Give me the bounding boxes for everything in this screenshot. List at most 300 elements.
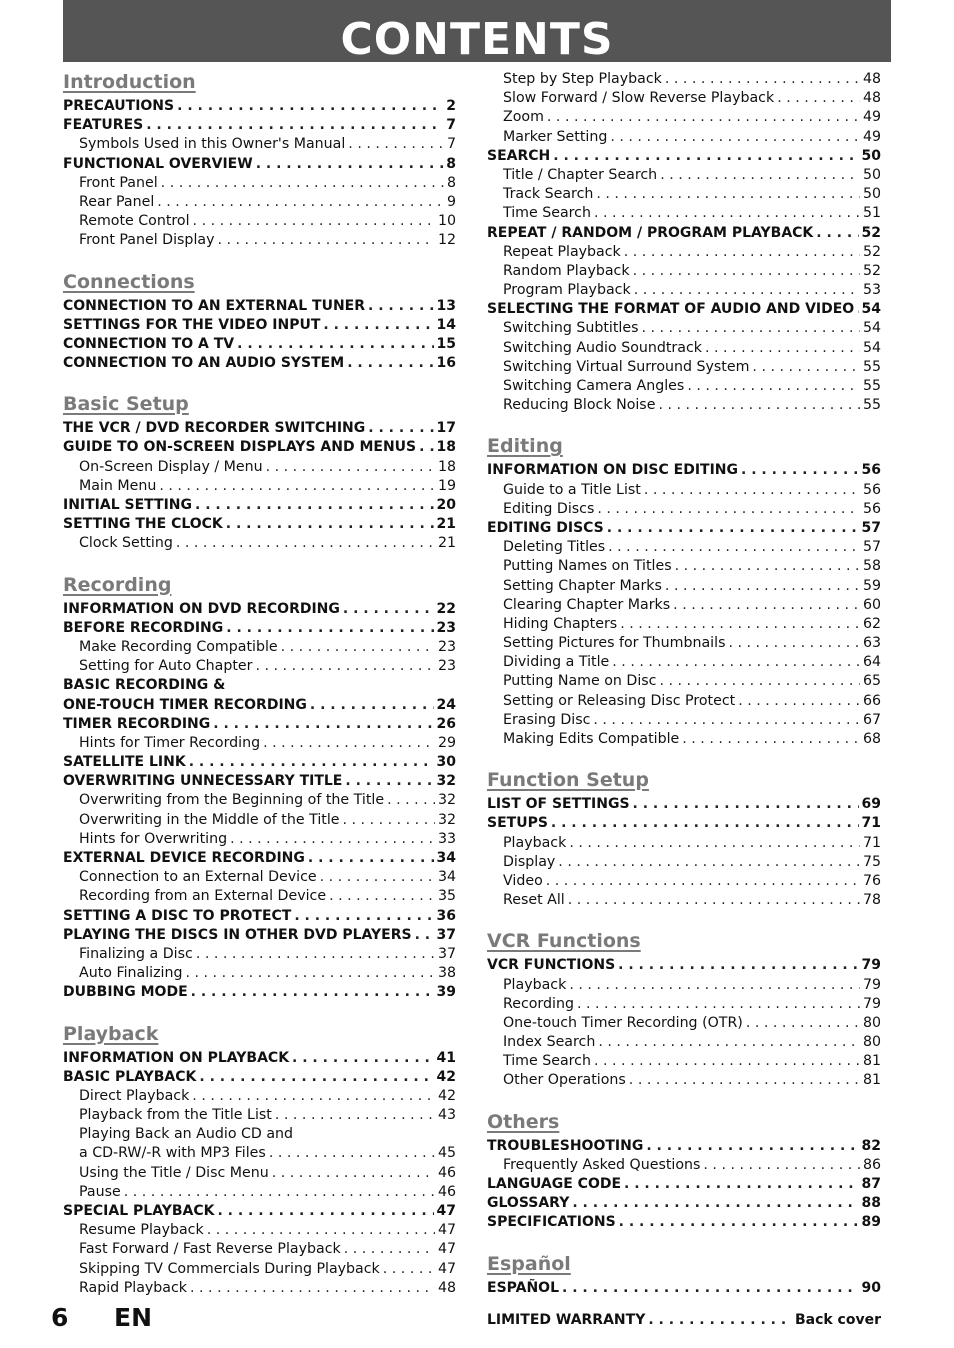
entry-label: Fast Forward / Fast Reverse Playback xyxy=(79,1241,341,1258)
dot-leader xyxy=(624,1175,858,1194)
entry-label: FUNCTIONAL OVERVIEW xyxy=(63,155,253,172)
section-gap xyxy=(63,373,456,392)
toc-entry xyxy=(63,887,456,906)
dot-leader xyxy=(624,243,860,262)
entry-label: SPECIFICATIONS xyxy=(487,1214,616,1231)
entry-label: Playback xyxy=(503,976,567,993)
entry-label: OVERWRITING UNNECESSARY TITLE xyxy=(63,773,343,790)
toc-entry xyxy=(487,1071,881,1090)
dot-leader xyxy=(633,795,859,814)
entry-page: 54 xyxy=(862,339,881,356)
entry-label: Other Operations xyxy=(503,1072,626,1089)
entry-page: 48 xyxy=(437,1279,456,1296)
entry-label: TROUBLESHOOTING xyxy=(487,1137,644,1154)
toc-entry xyxy=(63,1087,456,1106)
dot-leader xyxy=(620,615,860,634)
entry-label: Reducing Block Noise xyxy=(503,397,656,414)
entry-page: 21 xyxy=(436,516,456,533)
toc-entry xyxy=(487,147,881,166)
entry-label: Title / Chapter Search xyxy=(503,166,658,183)
dot-leader xyxy=(383,1260,435,1279)
dot-leader xyxy=(597,500,860,519)
entry-page: 58 xyxy=(862,558,881,575)
toc-entry xyxy=(487,538,881,557)
toc-entry xyxy=(63,496,456,515)
entry-label: a CD-RW/-R with MP3 Files xyxy=(79,1145,266,1162)
dot-leader xyxy=(618,956,858,975)
entry-page: 18 xyxy=(436,439,456,456)
entry-label: INFORMATION ON DISC EDITING xyxy=(487,462,739,479)
entry-label: Front Panel Display xyxy=(79,232,215,249)
dot-leader xyxy=(738,692,860,711)
section-gap xyxy=(487,1233,881,1252)
entry-page: 48 xyxy=(862,90,881,107)
toc-entry xyxy=(487,814,881,833)
dot-leader xyxy=(660,166,860,185)
section-gap xyxy=(63,554,456,573)
toc-entry xyxy=(487,1014,881,1033)
toc-entry xyxy=(487,834,881,853)
section-heading: Recording xyxy=(63,573,172,596)
toc-entry xyxy=(487,224,881,243)
entry-label: SELECTING THE FORMAT OF AUDIO AND VIDEO xyxy=(487,301,855,318)
entry-label: Finalizing a Disc xyxy=(79,945,193,962)
entry-label: Direct Playback xyxy=(79,1087,190,1104)
entry-page: 68 xyxy=(862,731,881,747)
dot-leader xyxy=(648,1311,792,1330)
dot-leader xyxy=(558,853,860,872)
dot-leader xyxy=(185,964,434,983)
dot-leader xyxy=(619,1213,859,1232)
dot-leader xyxy=(547,108,860,127)
dot-leader xyxy=(634,281,860,300)
toc-entry xyxy=(487,872,881,891)
toc-entry xyxy=(63,1183,456,1202)
entry-page: 41 xyxy=(436,1049,456,1066)
entry-page: 10 xyxy=(437,213,456,230)
dot-leader xyxy=(368,297,433,316)
toc-entry xyxy=(63,619,456,638)
section-heading: Playback xyxy=(63,1022,159,1045)
toc-entry xyxy=(63,734,456,753)
entry-page: 52 xyxy=(862,243,881,260)
dot-leader xyxy=(308,849,434,868)
entry-page: 30 xyxy=(436,754,456,771)
entry-page: 29 xyxy=(437,734,456,751)
entry-label: Video xyxy=(503,872,543,889)
entry-label: Time Search xyxy=(503,205,591,222)
toc-entry xyxy=(63,1202,456,1221)
toc-entry xyxy=(63,830,456,849)
entry-label: Resume Playback xyxy=(79,1222,204,1239)
toc-entry xyxy=(63,696,456,715)
toc-entry xyxy=(487,1033,881,1052)
entry-page: 65 xyxy=(862,673,881,690)
toc-entry xyxy=(63,1221,456,1240)
entry-label: Auto Finalizing xyxy=(79,965,183,982)
entry-label: ESPAÑOL xyxy=(487,1279,559,1296)
toc-column-left xyxy=(63,70,456,1298)
toc-entry xyxy=(63,964,456,983)
dot-leader xyxy=(633,262,860,281)
toc-entry xyxy=(487,1156,881,1175)
dot-leader xyxy=(577,995,860,1014)
dot-leader xyxy=(176,534,435,553)
toc-entry xyxy=(63,715,456,734)
toc-entry xyxy=(487,653,881,672)
dot-leader xyxy=(192,1087,435,1106)
entry-page: 80 xyxy=(862,1014,881,1031)
entry-page: 79 xyxy=(862,976,881,993)
entry-label: DUBBING MODE xyxy=(63,984,188,1001)
warranty-label: LIMITED WARRANTY xyxy=(487,1312,646,1328)
entry-page: 79 xyxy=(861,957,881,974)
toc-entry xyxy=(63,135,456,154)
dot-leader xyxy=(199,1068,433,1087)
entry-page: 33 xyxy=(437,830,456,847)
entry-page: 39 xyxy=(436,984,456,1001)
toc-entry xyxy=(487,262,881,281)
toc-entry xyxy=(487,204,881,223)
dot-leader xyxy=(348,135,444,154)
entry-page: 49 xyxy=(862,128,881,145)
entry-label: Switching Subtitles xyxy=(503,320,639,337)
toc-entry xyxy=(63,174,456,193)
dot-leader xyxy=(237,335,433,354)
warranty-page: Back cover xyxy=(794,1312,881,1328)
entry-label: Clock Setting xyxy=(79,535,173,552)
toc-entry xyxy=(63,231,456,250)
dot-leader xyxy=(207,1221,435,1240)
entry-label: Time Search xyxy=(503,1053,591,1070)
dot-leader xyxy=(682,730,860,749)
section-heading: VCR Functions xyxy=(487,930,641,953)
entry-page: 2 xyxy=(446,98,456,114)
toc-entry xyxy=(63,772,456,791)
entry-page: 7 xyxy=(446,117,456,134)
dot-leader xyxy=(345,772,433,791)
entry-page: 50 xyxy=(861,147,881,164)
dot-leader xyxy=(323,316,433,335)
toc-entry xyxy=(63,116,456,135)
entry-page: 48 xyxy=(862,71,881,87)
dot-leader xyxy=(217,231,434,250)
dot-leader xyxy=(658,396,860,415)
dot-leader xyxy=(608,538,860,557)
entry-label: SPECIAL PLAYBACK xyxy=(63,1203,215,1219)
entry-label: Front Panel xyxy=(79,174,158,191)
dot-leader xyxy=(161,174,444,193)
entry-label: LIST OF SETTINGS xyxy=(487,796,630,813)
entry-page: 42 xyxy=(437,1087,456,1104)
toc-entry xyxy=(63,193,456,212)
entry-label: Hints for Overwriting xyxy=(79,830,228,847)
language-code: EN xyxy=(114,1303,153,1332)
toc-entry xyxy=(487,461,881,480)
entry-page: 52 xyxy=(862,262,881,279)
section-heading: Editing xyxy=(487,435,563,458)
entry-label: Playback from the Title List xyxy=(79,1107,272,1124)
toc-entry xyxy=(63,849,456,868)
toc-entry xyxy=(487,976,881,995)
dot-leader xyxy=(275,1106,435,1125)
entry-label: INFORMATION ON PLAYBACK xyxy=(63,1049,290,1066)
entry-label: Switching Virtual Surround System xyxy=(503,358,750,375)
toc-entry xyxy=(487,1175,881,1194)
entry-label: INITIAL SETTING xyxy=(63,497,193,513)
entry-label: BASIC PLAYBACK xyxy=(63,1068,197,1085)
toc-entry xyxy=(63,477,456,496)
toc-entry xyxy=(63,1125,456,1144)
dot-leader xyxy=(343,811,435,830)
dot-leader xyxy=(159,477,435,496)
toc-entry xyxy=(63,1164,456,1183)
dot-leader xyxy=(196,945,435,964)
dot-leader xyxy=(347,354,433,373)
dot-leader xyxy=(191,983,434,1002)
entry-label: THE VCR / DVD RECORDER SWITCHING xyxy=(63,420,366,437)
entry-page: 42 xyxy=(436,1068,456,1085)
toc-entry xyxy=(63,811,456,830)
toc-entry xyxy=(487,185,881,204)
toc-entry xyxy=(487,108,881,127)
entry-label: Deleting Titles xyxy=(503,539,606,556)
dot-leader xyxy=(256,155,444,174)
entry-label: PRECAUTIONS xyxy=(63,98,175,114)
entry-label: SETTING THE CLOCK xyxy=(63,516,223,533)
entry-label: Reset All xyxy=(503,892,565,909)
entry-label: SEARCH xyxy=(487,147,551,164)
toc-entry xyxy=(63,791,456,810)
entry-label: Setting for Auto Chapter xyxy=(79,658,253,675)
toc-entry xyxy=(63,1106,456,1125)
dot-leader xyxy=(673,596,860,615)
entry-label: Switching Audio Soundtrack xyxy=(503,339,702,356)
dot-leader xyxy=(190,1279,435,1298)
entry-page: 43 xyxy=(437,1107,456,1124)
entry-page: 32 xyxy=(436,773,456,790)
toc-entry xyxy=(487,672,881,691)
dot-leader xyxy=(368,419,433,438)
dot-leader xyxy=(746,1014,860,1033)
entry-label: Zoom xyxy=(503,109,544,126)
entry-label: Rapid Playback xyxy=(79,1279,188,1296)
entry-label: Erasing Disc xyxy=(503,711,591,728)
entry-page: 23 xyxy=(436,619,456,636)
toc-entry xyxy=(487,853,881,872)
entry-label: Remote Control xyxy=(79,213,190,230)
entry-page: 12 xyxy=(437,232,456,249)
entry-page: 46 xyxy=(437,1183,456,1200)
entry-page: 56 xyxy=(861,462,881,479)
toc-entry xyxy=(487,89,881,108)
entry-page: 47 xyxy=(436,1203,456,1219)
entry-page: 59 xyxy=(862,577,881,594)
entry-label: EXTERNAL DEVICE RECORDING xyxy=(63,850,305,866)
entry-page: 23 xyxy=(437,658,456,675)
toc-entry xyxy=(487,577,881,596)
entry-page: 36 xyxy=(436,907,456,924)
toc-entry xyxy=(63,1144,456,1163)
toc-entry xyxy=(63,676,456,695)
entry-page: 21 xyxy=(437,535,456,552)
entry-page: 32 xyxy=(437,792,456,809)
entry-label: Skipping TV Commercials During Playback xyxy=(79,1260,380,1277)
entry-page: 47 xyxy=(437,1260,456,1277)
toc-entry xyxy=(487,281,881,300)
dot-leader xyxy=(612,653,860,672)
toc-entry xyxy=(487,615,881,634)
entry-page: 22 xyxy=(436,600,456,617)
toc-entry xyxy=(487,300,881,319)
section-gap xyxy=(487,415,881,434)
entry-label: SETUPS xyxy=(487,815,548,832)
dot-leader xyxy=(594,1052,860,1071)
toc-entry xyxy=(63,515,456,534)
entry-label: Display xyxy=(503,853,556,870)
entry-label: Slow Forward / Slow Reverse Playback xyxy=(503,90,775,107)
toc-entry xyxy=(487,1194,881,1213)
toc-entry xyxy=(487,1213,881,1232)
entry-page: 71 xyxy=(862,834,881,851)
entry-label: Setting Pictures for Thumbnails xyxy=(503,635,726,652)
entry-label: Main Menu xyxy=(79,477,157,494)
dot-leader xyxy=(415,926,434,945)
entry-page: 57 xyxy=(862,539,881,556)
entry-label: CONNECTION TO AN EXTERNAL TUNER xyxy=(63,297,366,314)
section-gap xyxy=(487,910,881,929)
entry-page: 38 xyxy=(437,965,456,982)
entry-page: 17 xyxy=(436,420,456,437)
toc-column-right xyxy=(487,70,881,1298)
dot-leader xyxy=(213,715,433,734)
entry-page: 63 xyxy=(862,635,881,652)
entry-label: Make Recording Compatible xyxy=(79,638,278,655)
entry-page: 34 xyxy=(436,850,456,866)
entry-page: 37 xyxy=(436,926,456,943)
section-heading: Function Setup xyxy=(487,769,649,792)
dot-leader xyxy=(568,891,860,910)
entry-page: 79 xyxy=(862,995,881,1012)
dot-leader xyxy=(665,577,860,596)
entry-label: On-Screen Display / Menu xyxy=(79,458,263,475)
entry-label: INFORMATION ON DVD RECORDING xyxy=(63,600,340,617)
entry-page: 13 xyxy=(436,297,456,314)
entry-label: SETTINGS FOR THE VIDEO INPUT xyxy=(63,316,321,333)
entry-label: Recording from an External Device xyxy=(79,888,327,905)
toc-entry xyxy=(487,166,881,185)
toc-entry xyxy=(63,1049,456,1068)
entry-page: 56 xyxy=(862,481,881,498)
section-gap xyxy=(487,749,881,768)
entry-label: Repeat Playback xyxy=(503,243,621,260)
toc-entry xyxy=(63,926,456,945)
entry-label: Overwriting in the Middle of the Title xyxy=(79,811,340,828)
entry-page: 57 xyxy=(861,519,881,536)
dot-leader xyxy=(596,185,860,204)
entry-page: 87 xyxy=(861,1176,881,1192)
entry-page: 7 xyxy=(446,136,456,153)
entry-page: 54 xyxy=(861,301,881,318)
entry-label: Playing Back an Audio CD and xyxy=(79,1126,294,1143)
entry-page: 47 xyxy=(437,1222,456,1239)
entry-page: 18 xyxy=(437,458,456,475)
dot-leader xyxy=(157,193,444,212)
toc-entry xyxy=(63,534,456,553)
section-heading: Connections xyxy=(63,270,195,293)
toc-entry xyxy=(63,753,456,772)
entry-label: BEFORE RECORDING xyxy=(63,619,224,636)
entry-page: 8 xyxy=(446,174,456,191)
toc-entry xyxy=(487,339,881,358)
dot-leader xyxy=(642,319,860,338)
dot-leader xyxy=(687,377,860,396)
dot-leader xyxy=(320,868,435,887)
entry-label: Playback xyxy=(503,834,567,851)
toc-entry xyxy=(63,438,456,457)
toc-entry xyxy=(487,500,881,519)
dot-leader xyxy=(675,557,860,576)
entry-page: 14 xyxy=(436,316,456,333)
section-heading: Others xyxy=(487,1110,560,1133)
entry-label: Using the Title / Disc Menu xyxy=(79,1164,269,1181)
entry-page: 8 xyxy=(446,155,456,172)
dot-leader xyxy=(263,734,435,753)
entry-page: 50 xyxy=(862,166,881,183)
entry-page: 23 xyxy=(437,638,456,655)
toc-entry xyxy=(487,692,881,711)
entry-page: 50 xyxy=(862,186,881,203)
dot-leader xyxy=(546,872,860,891)
dot-leader xyxy=(189,753,434,772)
entry-page: 81 xyxy=(862,1053,881,1070)
toc-entry xyxy=(487,995,881,1014)
dot-leader xyxy=(272,1164,435,1183)
entry-page: 35 xyxy=(437,888,456,905)
entry-page: 55 xyxy=(862,378,881,394)
entry-page: 88 xyxy=(861,1195,881,1212)
entry-page: 55 xyxy=(862,397,881,414)
entry-page: 52 xyxy=(861,224,881,241)
entry-label: Putting Names on Titles xyxy=(503,558,672,575)
toc-entry xyxy=(487,891,881,910)
dot-leader xyxy=(329,887,435,906)
entry-label: One-touch Timer Recording (OTR) xyxy=(503,1014,743,1031)
toc-entry xyxy=(63,335,456,354)
entry-label: Program Playback xyxy=(503,282,631,299)
entry-page: 24 xyxy=(436,696,456,713)
entry-label: Hiding Chapters xyxy=(503,615,618,632)
entry-label: Switching Camera Angles xyxy=(503,378,685,394)
entry-page: 19 xyxy=(437,477,456,494)
dot-leader xyxy=(294,907,433,926)
entry-label: Track Search xyxy=(503,186,594,203)
dot-leader xyxy=(646,1137,858,1156)
dot-leader xyxy=(281,638,435,657)
dot-leader xyxy=(343,600,434,619)
dot-leader xyxy=(816,224,858,243)
section-gap xyxy=(63,1003,456,1022)
entry-label: Dividing a Title xyxy=(503,654,610,671)
entry-label: Index Search xyxy=(503,1034,596,1051)
entry-page: 76 xyxy=(862,872,881,889)
dot-leader xyxy=(419,438,433,457)
dot-leader xyxy=(230,830,435,849)
toc-entry xyxy=(63,638,456,657)
entry-page: 78 xyxy=(862,892,881,909)
entry-page: 90 xyxy=(861,1279,881,1296)
entry-page: 54 xyxy=(862,320,881,337)
